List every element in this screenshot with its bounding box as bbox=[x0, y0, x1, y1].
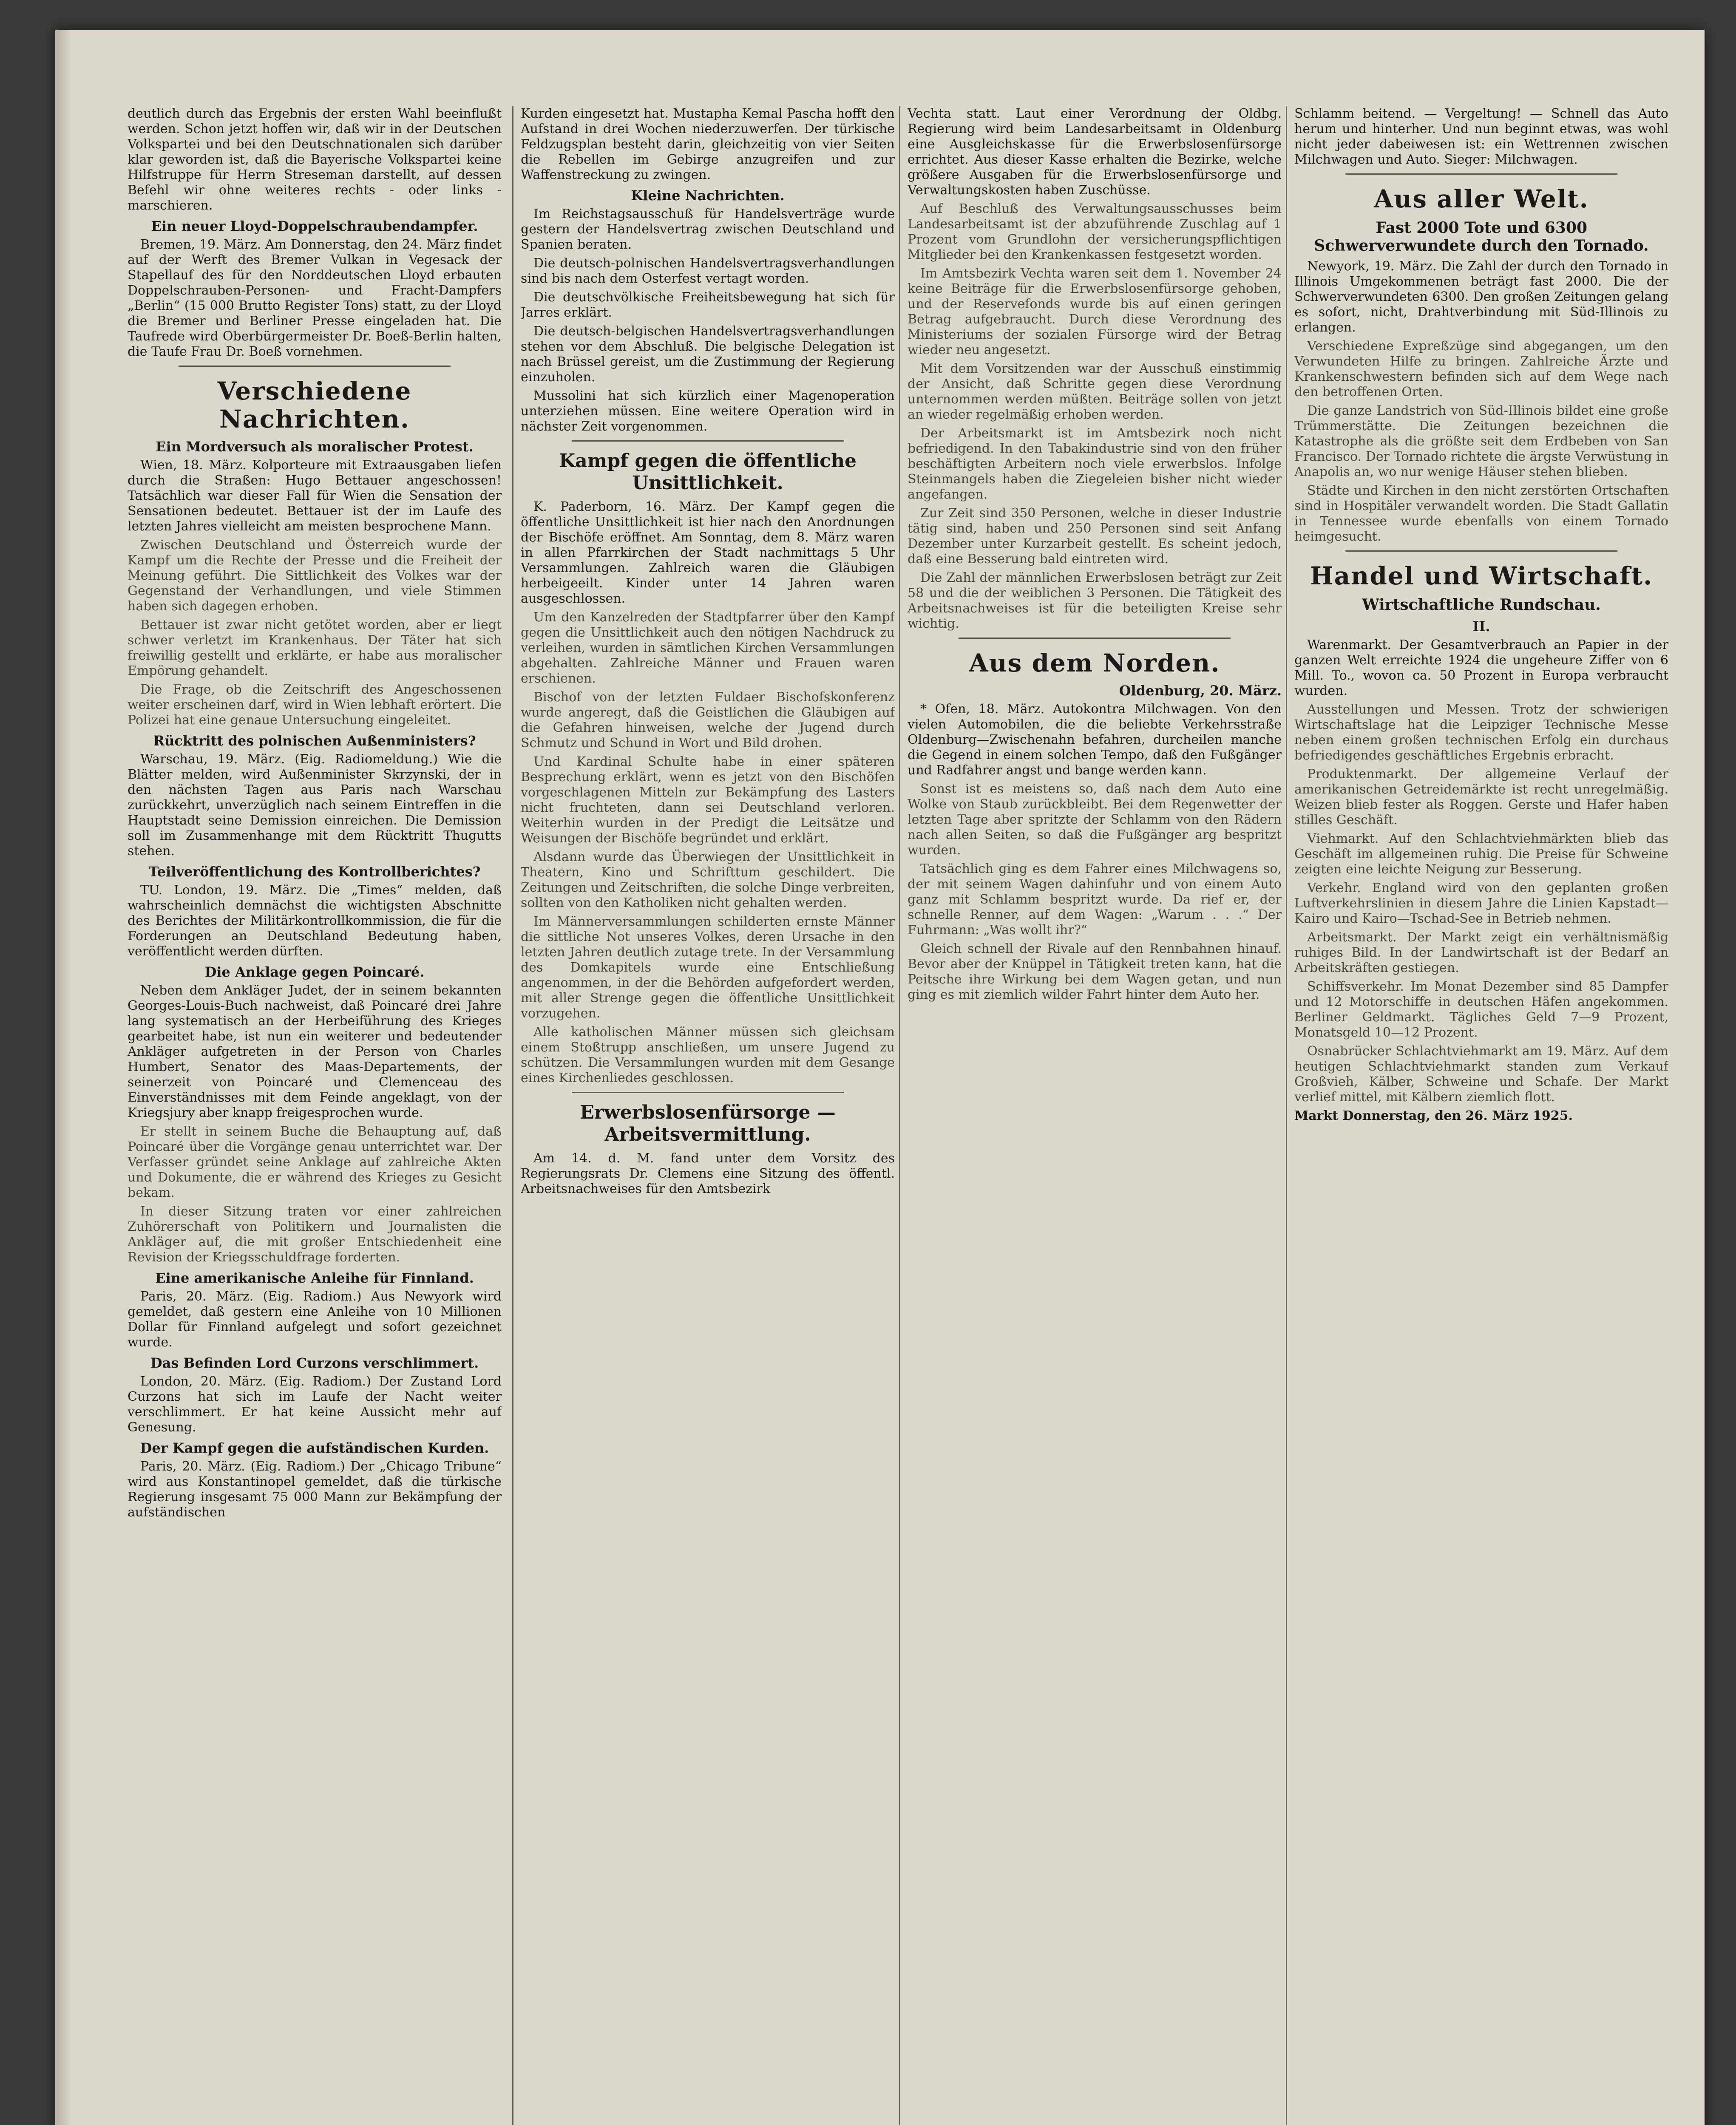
article-anleihe: Paris, 20. März. (Eig. Radiom.) Aus Newyork wird gemeldet, daß gestern eine Anleihe von 10 Millionen Dollar für Finnland aufgelegt und sofort gezeichnet wurde. bbox=[128, 1289, 502, 1350]
column-rule bbox=[512, 106, 513, 2125]
article-norden: * Ofen, 18. März. Autokontra Milchwagen. Von den vielen Automobilen, die die beliebte Verkehrsstraße Oldenburg—Zwischenahn befahren, durcheilen manche die Gegend in einem solchen Tempo, daß den Fußgänger und Radfahrer angst und bange werden kann. bbox=[908, 702, 1282, 778]
article-continuation: deutlich durch das Ergebnis der ersten Wahl beeinflußt werden. Schon jetzt hoffen wir, daß wir in der Deutschen Volkspartei und bei den Deutschnationalen sich darüber klar geworden ist, daß die Bayerische Volkspartei keine Hilfstruppe für Herrn Streseman darstellt, auf dessen Befehl wir ohne weiteres rechts - oder links - marschieren. bbox=[128, 106, 502, 213]
article-body-filler: Auf Beschluß des Verwaltungsausschusses beim Landesarbeitsamt ist der abzuführende Zuschlag auf 1 Prozent vom Grundlohn der versicherungspflichtigen Mitglieder bei den Krankenkassen festgesetzt worden. Im Amtsbezirk Vechta waren seit dem 1. November 24 keine Beiträge für die Erwerbslosenfürsorge gehoben, und der Reservefonds wurde bis auf einen geringen Betrag aufgebraucht. Durch diese Verordnung des Ministeriums der sozialen Fürsorge wird der Betrag wieder neu angesetzt. Mit dem Vorsitzenden war der Ausschuß einstimmig der Ansicht, daß Schritte gegen diese Verordnung unternommen werden müßten. Beiträge sollen von jetzt an wieder regelmäßig erhoben werden. Der Arbeitsmarkt ist im Amtsbezirk noch nicht befriedigend. In den Tabakindustrie sind von den früher beschäftigten Arbeitern noch viele erwerbslos. Infolge Steinmangels haben die Ziegeleien bisher nicht wieder angefangen. Zur Zeit sind 350 Personen, welche in dieser Industrie tätig sind, haben und 250 Personen sind seit Anfang Dezember unter Kurzarbeit gestellt. Es scheint jedoch, daß eine Besserung bald eintreten wird. Die Zahl der männlichen Erwerbslosen beträgt zur Zeit 58 und die der weiblichen 3 Personen. Die Tätigkeit des Arbeitsnachweises ist für die beteiligten Kreise sehr wichtig. bbox=[908, 201, 1282, 631]
divider bbox=[1345, 173, 1617, 175]
divider bbox=[572, 1092, 844, 1093]
article-body-filler: Zwischen Deutschland und Österreich wurde der Kampf um die Rechte der Presse und die Freiheit der Meinung geführt. Die Sittlichkeit des Volkes war der Gegenstand der Verhandlungen, und viele Stimmen haben sich dagegen erhoben. Bettauer ist zwar nicht getötet worden, aber er liegt schwer verletzt im Krankenhaus. Der Täter hat sich freiwillig gestellt und erklärte, er habe aus moralischer Empörung gehandelt. Die Frage, ob die Zeitschrift des Angeschossenen weiter erscheinen darf, wird in Wien lebhaft erörtert. Die Polizei hat eine genaue Untersuchung eingeleitet. bbox=[128, 538, 502, 728]
column-rule bbox=[1286, 106, 1287, 2125]
column-1 bbox=[128, 106, 502, 2125]
section-heading-welt: Aus aller Welt. bbox=[1374, 184, 1589, 213]
article-continuation: Vechta statt. Laut einer Verordnung der Oldbg. Regierung wird beim Landesarbeitsamt in Oldenburg eine Ausgleichskasse für die Erwerbslosenfürsorge errichtet. Aus dieser Kasse erhalten die Bezirke, welche größere Ausgaben für die Erwerbslosenfürsorge und Verwaltungskosten haben Zuschüsse. bbox=[908, 106, 1282, 198]
article-kontrollbericht: TU. London, 19. März. Die „Times“ melden, daß wahrscheinlich demnächst die wichtigsten Abschnitte des Berichtes der Militärkontrollkommission, die für die Forderungen an Deutschland Bedeutung haben, veröffentlicht werden dürften. bbox=[128, 883, 502, 959]
divider bbox=[572, 440, 844, 442]
article-poincare: Neben dem Ankläger Judet, der in seinem bekannten Georges-Louis-Buch nachweist, daß Poincaré drei Jahre lang systematisch an der Herbeiführung des Krieges gearbeitet habe, ist nun ein weiterer und bedeutender Ankläger aufgetreten in der Person von Charles Humbert, Senator des Maas-Departements, der seinerzeit von Poincaré und Clemenceau des Einverständnisses mit dem Feinde angeklagt, von der Kriegsjury aber knapp freigesprochen wurde. bbox=[128, 983, 502, 1120]
headline-ruecktritt: Rücktritt des polnischen Außenministers? bbox=[153, 733, 476, 749]
headline-rundschau: Wirtschaftliche Rundschau. bbox=[1362, 596, 1601, 614]
divider bbox=[179, 366, 451, 367]
article-erwerbslosen: Am 14. d. M. fand unter dem Vorsitz des Regierungsrats Dr. Clemens eine Sitzung des öffentl. Arbeitsnachweises für den Amtsbezirk bbox=[521, 1151, 895, 1196]
article-lloyd: Bremen, 19. März. Am Donnerstag, den 24. März findet auf der Werft des Bremer Vulkan in Vegesack der Stapellauf des für den Norddeutschen Lloyd erbauten Doppelschrauben-Personen- und Fracht-Dampfers „Berlin“ (15 000 Brutto Register Tons) statt, zu der Lloyd die Bremer und Berliner Presse eingeladen hat. Die Taufrede wird Oberbürgermeister Dr. Boeß-Berlin halten, die Taufe Frau Dr. Boeß vornehmen. bbox=[128, 237, 502, 359]
headline-tornado: Fast 2000 Tote und 6300 Schwerverwundete durch den Tornado. bbox=[1314, 219, 1649, 255]
market-note: Markt Donnerstag, den 26. März 1925. bbox=[1294, 1108, 1573, 1123]
headline-kurden: Der Kampf gegen die aufständischen Kurden. bbox=[140, 1440, 489, 1456]
column-3 bbox=[908, 106, 1282, 2125]
article-body-filler: Sonst ist es meistens so, daß nach dem Auto eine Wolke von Staub zurückbleibt. Bei dem Regenwetter der letzten Tage aber spritzte der Schlamm von den Rädern nach allen Seiten, so daß die Fußgänger arg bespritzt wurden. Tatsächlich ging es dem Fahrer eines Milchwagens so, der mit seinem Wagen dahinfuhr und von einem Auto ganz mit Schlamm bespritzt wurde. Da rief er, der schnelle Renner, auf dem Wagen: „Warum . . .“ Der Fuhrmann: „Was wollt ihr?“ Gleich schnell der Rivale auf den Rennbahnen hinauf. Bevor aber der Knüppel in Tätigkeit treten kann, hat die Peitsche ihre Wirkung bei dem Wagen getan, und nun ging es mit ziemlich wilder Fahrt hinter dem Auto her. bbox=[908, 782, 1282, 1002]
news-item: Die deutsch-belgischen Handelsvertragsverhandlungen stehen vor dem Abschluß. Die belgische Delegation ist nach Brüssel gereist, um die Zustimmung der Regierung einzuholen. bbox=[521, 324, 895, 385]
news-item: Im Reichstagsausschuß für Handelsverträge wurde gestern der Handelsvertrag zwischen Deutschland und Spanien beraten. bbox=[521, 207, 895, 252]
article-continuation: Kurden eingesetzt hat. Mustapha Kemal Pascha hofft den Aufstand in drei Wochen niederzuwerfen. Der türkische Feldzugsplan besteht darin, gleichzeitig von vier Seiten die Rebellen im Gebirge anzugreifen und zur Waffenstreckung zu zwingen. bbox=[521, 106, 895, 182]
news-item: Die deutschvölkische Freiheitsbewegung hat sich für Jarres erklärt. bbox=[521, 290, 895, 320]
headline-lloyd: Ein neuer Lloyd-Doppelschraubendampfer. bbox=[151, 218, 478, 234]
article-tornado: Newyork, 19. März. Die Zahl der durch den Tornado in Illinois Umgekommenen beträgt fast 2000. Die der Schwerverwundeten 6300. Den großen Zeitungen gelang es sofort, nicht, Drahtverbindung mit Süd-Illinois zu erlangen. bbox=[1294, 259, 1668, 335]
article-body-filler: Verschiedene Expreßzüge sind abgegangen, um den Verwundeten Hilfe zu bringen. Zahlreiche Ärzte und Krankenschwestern befinden sich auf dem Wege nach den betroffenen Orten. Die ganze Landstrich von Süd-Illinois bildet eine große Trümmerstätte. Die Zeitungen bezeichnen die Katastrophe als die größte seit dem Erdbeben von San Francisco. Der Tornado richtete die ärgste Verwüstung in Anapolis an, wo nur wenige Häuser stehen blieben. Städte und Kirchen in den nicht zerstörten Ortschaften sind in Hospitäler verwandelt worden. Die Stadt Gallatin in Tennessee wurde ebenfalls von einem Tornado heimgesucht. bbox=[1294, 339, 1668, 544]
article-rundschau: Warenmarkt. Der Gesamtverbrauch an Papier in der ganzen Welt erreichte 1924 die ungeheure Ziffer von 6 Mill. To., wovon ca. 50 Prozent in Europa verbraucht wurden. bbox=[1294, 638, 1668, 698]
headline-kampf: Kampf gegen die öffentliche Unsittlichkeit. bbox=[559, 450, 857, 494]
article-kurden: Paris, 20. März. (Eig. Radiom.) Der „Chicago Tribune“ wird aus Konstantinopel gemeldet, daß die türkische Regierung insgesamt 75 000 Mann zur Bekämpfung der aufständischen bbox=[128, 1459, 502, 1520]
article-continuation: Schlamm beitend. — Vergeltung! — Schnell das Auto herum und hinterher. Und nun beginnt etwas, was wohl nicht jeder dabeiwesen ist: ein Wettrennen zwischen Milchwagen und Auto. Sieger: Milchwagen. bbox=[1294, 106, 1668, 167]
news-item: Mussolini hat sich kürzlich einer Magenoperation unterziehen müssen. Eine weitere Operation wird in nächster Zeit vorgenommen. bbox=[521, 388, 895, 434]
headline-anleihe: Eine amerikanische Anleihe für Finnland. bbox=[155, 1270, 474, 1286]
article-body-filler: Ausstellungen und Messen. Trotz der schwierigen Wirtschaftslage hat die Leipziger Technische Messe neben einem großen technischen Erfolg ein durchaus befriedigendes geschäftliches Ergebnis erbracht. Produktenmarkt. Der allgemeine Verlauf der amerikanischen Getreidemärkte ist recht unregelmäßig. Weizen blieb fester als Roggen. Gerste und Hafer haben stilles Geschäft. Viehmarkt. Auf den Schlachtviehmärkten blieb das Geschäft im allgemeinen ruhig. Die Preise für Schweine zeigten eine leichte Neigung zur Besserung. Verkehr. England wird von den geplanten großen Luftverkehrslinien in diesem Jahre die Linien Kapstadt—Kairo und Kairo—Tschad-See in Betrieb nehmen. Arbeitsmarkt. Der Markt zeigt ein verhältnismäßig ruhiges Bild. In der Landwirtschaft ist der Bedarf an Arbeitskräften gestiegen. Schiffsverkehr. Im Monat Dezember sind 85 Dampfer und 12 Motorschiffe in deutschen Häfen angekommen. Berliner Geldmarkt. Tägliches Geld 7—9 Prozent, Monatsgeld 10—12 Prozent. Osnabrücker Schlachtviehmarkt am 19. März. Auf dem heutigen Schlachtviehmarkt standen zum Verkauf Großvieh, Kälber, Schweine und Schafe. Der Markt verlief mittel, mit Kälbern ziemlich flott. bbox=[1294, 702, 1668, 1105]
column-rule bbox=[899, 106, 900, 2125]
divider bbox=[959, 638, 1231, 639]
dateline: Oldenburg, 20. März. bbox=[1119, 683, 1282, 699]
article-curzon: London, 20. März. (Eig. Radiom.) Der Zustand Lord Curzons hat sich im Laufe der Nacht weiter verschlimmert. Er hat keine Aussicht mehr auf Genesung. bbox=[128, 1374, 502, 1435]
news-item: Die deutsch-polnischen Handelsvertragsverhandlungen sind bis nach dem Osterfest vertagt worden. bbox=[521, 256, 895, 286]
divider bbox=[1345, 550, 1617, 552]
headline-mordversuch: Ein Mordversuch als moralischer Protest. bbox=[156, 439, 474, 455]
article-body-filler: Um den Kanzelreden der Stadtpfarrer über den Kampf gegen die Unsittlichkeit auch den nötigen Nachdruck zu verleihen, wurden in sämtlichen Kirchen Versammlungen abgehalten. Zahlreiche Männer und Frauen waren erschienen. Bischof von der letzten Fuldaer Bischofskonferenz wurde angeregt, daß die Geistlichen die Gläubigen auf die Gefahren hinweisen, welche der Jugend durch Schmutz und Schund in Wort und Bild drohen. Und Kardinal Schulte habe in einer späteren Besprechung erklärt, wenn es jetzt von den Bischöfen vorgeschlagenen Mitteln zur Bekämpfung des Lasters nicht fruchteten, dann sei Deutschland verloren. Weiterhin wurden in der Predigt die Leitsätze und Weisungen der Bischöfe begründet und erklärt. Alsdann wurde das Überwiegen der Unsittlichkeit in Theatern, Kino und Schrifttum geschildert. Die Zeitungen und Zeitschriften, die solche Dinge verbreiten, sollten von den Katholiken nicht gehalten werden. Im Männerversammlungen schilderten ernste Männer die sittliche Not unseres Volkes, deren Ursache in den letzten Jahren deutlich zutage trete. In der Versammlung des Domkapitels wurde eine Entschließung angenommen, in der die Behörden aufgefordert werden, mit aller Strenge gegen die öffentliche Unsittlichkeit vorzugehen. Alle katholischen Männer müssen sich gleichsam einem Stoßtrupp anschließen, um unsere Jugend zu schützen. Die Versammlungen wurden mit dem Gesange eines Kirchenliedes geschlossen. bbox=[521, 610, 895, 1085]
headline-erwerbslosen: Erwerbslosenfürsorge — Arbeitsvermittlung. bbox=[580, 1102, 836, 1145]
column-2 bbox=[521, 106, 895, 2125]
article-body-filler: Er stellt in seinem Buche die Behauptung auf, daß Poincaré über die Vorgänge genau unterrichtet war. Der Verfasser gründet seine Anklage auf zahlreiche Akten und Dokumente, die er während des Krieges zu Gesicht bekam. In dieser Sitzung traten vor einer zahlreichen Zuhörerschaft von Politikern und Journalisten die Ankläger auf, die mit großer Entschiedenheit eine Revision der Kriegsschuldfrage forderten. bbox=[128, 1124, 502, 1265]
headline-curzon: Das Befinden Lord Curzons verschlimmert. bbox=[150, 1355, 479, 1371]
column-4 bbox=[1294, 106, 1668, 2125]
article-kampf: K. Paderborn, 16. März. Der Kampf gegen die öffentliche Unsittlichkeit ist hier nach den Anordnungen der Bischöfe eröffnet. Am Sonntag, dem 8. März waren in allen Pfarrkirchen der Stadt nachmittags 5 Uhr Versammlungen. Zahlreich waren die Gläubigen herbeigeeilt. Kinder unter 14 Jahren waren ausgeschlossen. bbox=[521, 499, 895, 606]
section-heading-norden: Aus dem Norden. bbox=[969, 649, 1220, 677]
article-mordversuch: Wien, 18. März. Kolporteure mit Extraausgaben liefen durch die Straßen: Hugo Bettauer angeschossen! Tatsächlich war dieser Fall für Wien die Sensation der Sensationen bedeutet. Bettauer ist der im Laufe des letzten Jahres vielleicht am meisten besprochene Mann. bbox=[128, 458, 502, 534]
headline-kleine: Kleine Nachrichten. bbox=[631, 187, 785, 204]
headline-poincare: Die Anklage gegen Poincaré. bbox=[204, 964, 425, 980]
article-ruecktritt: Warschau, 19. März. (Eig. Radiomeldung.) Wie die Blätter melden, wird Außenminister Skrzynski, der in den nächsten Tagen aus Paris nach Warschau zurückkehrt, unverzüglich nach seinem Eintreffen in die Hauptstadt seine Demission einreichen. Die Demission soll im Zusammenhange mit dem Rücktritt Thugutts stehen. bbox=[128, 752, 502, 858]
headline-kontrollbericht: Teilveröffentlichung des Kontrollberichtes? bbox=[148, 864, 481, 880]
section-heading-handel: Handel und Wirtschaft. bbox=[1310, 561, 1653, 590]
newspaper-page bbox=[55, 30, 1705, 2125]
rundschau-number: II. bbox=[1472, 618, 1490, 635]
section-heading-vermischte: Verschiedene Nachrichten. bbox=[217, 377, 412, 434]
